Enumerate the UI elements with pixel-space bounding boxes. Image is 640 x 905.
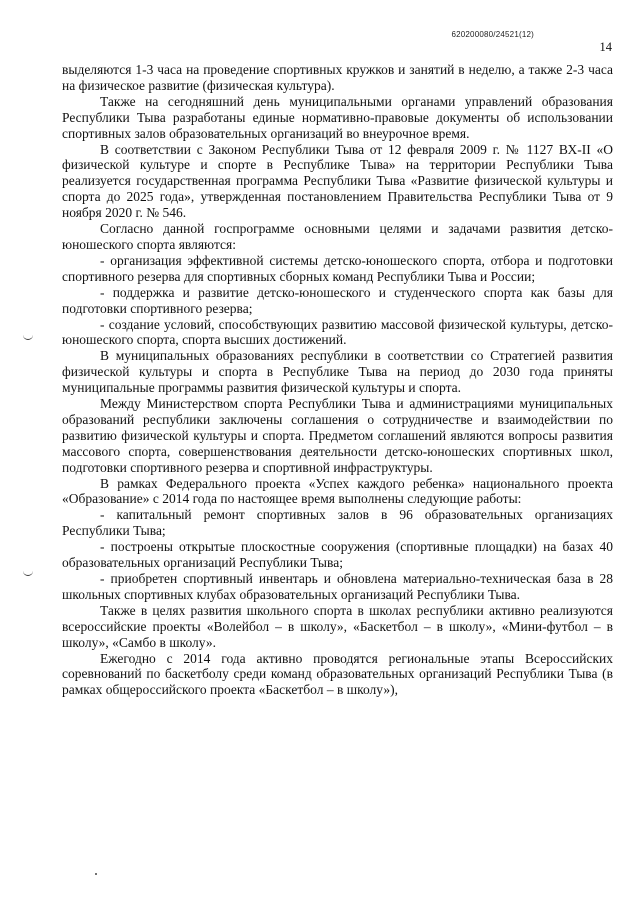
document-id: 620200080/24521(12) (451, 30, 534, 39)
page-number: 14 (599, 40, 612, 54)
document-body (62, 62, 613, 698)
scan-dot (95, 873, 97, 875)
list-item: - поддержка и развитие детско-юношеского и студенческого спорта как базы для подготовки спортивного резерва; (62, 284, 613, 316)
paragraph: В муниципальных образованиях республики в соответствии со Стратегией развития физической культуры и спорта в Республике Тыва на период до 2030 года приняты муниципальные программы развития физической культуры и спорта. (62, 348, 613, 396)
paragraph: В рамках Федерального проекта «Успех каждого ребенка» национального проекта «Образование» с 2014 года по настоящее время выполнены следующие работы: (62, 475, 613, 507)
paragraph: Между Министерством спорта Республики Тыва и администрациями муниципальных образований республики заключены соглашения о сотрудничестве и взаимодействии по развитию физической культуры и спорта. Предметом соглашений являются вопросы развития массового спорта, совершенствования деятельности детско-юношеских спортивных школ, подготовки спортивного резерва и спортивной инфраструктуры. (62, 396, 613, 475)
list-item: - построены открытые плоскостные сооружения (спортивные площадки) на базах 40 образовательных организаций Республики Тыва; (62, 539, 613, 571)
list-item: - капитальный ремонт спортивных залов в 96 образовательных организациях Республики Тыва; (62, 507, 613, 539)
paragraph: Также на сегодняшний день муниципальными органами управлений образования Республики Тыва разработаны единые нормативно-правовые документы об использовании спортивных залов образовательных организаций во внеурочное время. (62, 93, 613, 141)
paragraph: выделяются 1-3 часа на проведение спортивных кружков и занятий в неделю, а также 2-3 часа на физическое развитие (физическая культура). (62, 62, 613, 93)
margin-tick-mark (23, 335, 33, 340)
paragraph: Согласно данной госпрограмме основными целями и задачами развития детско-юношеского спорта являются: (62, 221, 613, 252)
margin-tick-mark (23, 571, 33, 576)
paragraph: Также в целях развития школьного спорта в школах республики активно реализуются всероссийские проекты «Волейбол – в школу», «Баскетбол – в школу», «Мини-футбол – в школу», «Самбо в школу». (62, 602, 613, 650)
paragraph: Ежегодно с 2014 года активно проводятся региональные этапы Всероссийских соревнований по баскетболу среди команд образовательных организаций Республики Тыва (в рамках общероссийского проекта «Баскетбол – в школу»), (62, 650, 613, 698)
list-item: - организация эффективной системы детско-юношеского спорта, отбора и подготовки спортивного резерва для спортивных сборных команд Республики Тыва и России; (62, 252, 613, 284)
list-item: - приобретен спортивный инвентарь и обновлена материально-техническая база в 28 школьных спортивных клубах образовательных организаций Республики Тыва. (62, 571, 613, 602)
list-item: - создание условий, способствующих развитию массовой физической культуры, детско-юношеского спорта, спорта высших достижений. (62, 316, 613, 348)
paragraph: В соответствии с Законом Республики Тыва от 12 февраля 2009 г. № 1127 ВХ-II «О физической культуре и спорте в Республике Тыва» на территории Республики Тыва реализуется государственная программа Республики Тыва «Развитие физической культуры и спорта до 2025 года», утвержденная постановлением Правительства Республики Тыва от 9 ноября 2020 г. № 546. (62, 141, 613, 221)
